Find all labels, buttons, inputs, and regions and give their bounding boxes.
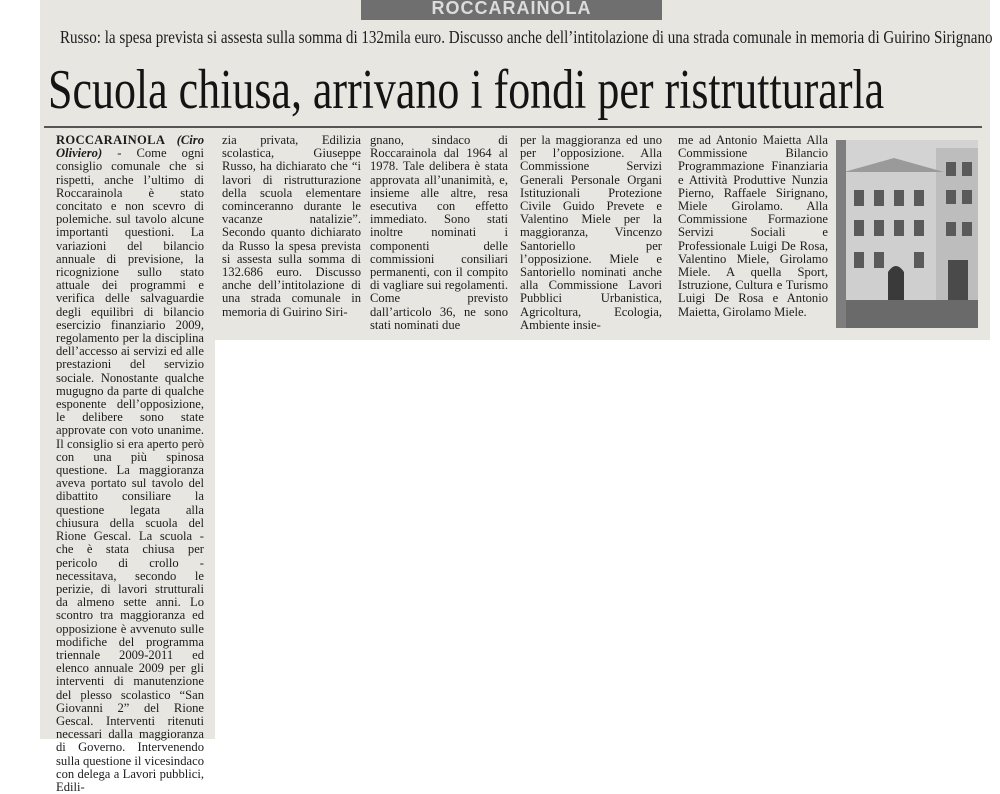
article-column-1 [56, 133, 204, 794]
column-4-text: per la maggioranza ed uno per l’opposizione. Alla Commissione Servizi Generali Personale Organi Istituzionali Protezione Civile Guido Prevete e Valentino Miele per la maggioranza, Vincenzo Santoriello per l’opposizione. Miele e Santoriello nominati anche alla Commissione Lavori Pubblici Urbanistica, Agricoltura, Ecologia, Ambiente insie- [520, 133, 662, 332]
article-subtitle: Russo: la spesa prevista si assesta sulla somma di 132mila euro. Discusso anche dell’intitolazione di una strada comunale in memoria di Guirino Sirignano [60, 27, 993, 47]
byline-location: ROCCARAINOLA [56, 133, 166, 147]
kicker-band [361, 0, 662, 20]
column-5-text: me ad Antonio Maietta Alla Commissione Bilancio Programmazione Finanziaria e Attività Produttive Nunzia Pierno, Raffaele Sirignano, Miele Girolamo. Alla Commissione Formazione Servizi Sociali e Professionale Luigi De Rosa, Valentino Miele, Girolamo Miele. A quella Sport, Istruzione, Cultura e Turismo Luigi De Rosa e Antonio Maietta, Girolamo Miele. [678, 133, 828, 319]
school-building-icon [836, 140, 978, 328]
article-headline: Scuola chiusa, arrivano i fondi per ristrutturarla [48, 59, 885, 121]
kicker-text: ROCCARAINOLA [431, 0, 592, 18]
article-column-3 [370, 134, 508, 334]
headline-divider [44, 126, 982, 128]
column-2-text: zia privata, Edilizia scolastica, Giuseppe Russo, ha dichiarato che “i lavori di ristrutturazione della scuola elementare cominceranno durante le vacanze natalizie”. Secondo quanto dichiarato da Russo la spesa prevista si assesta sulla somma di 132.686 euro. Discusso anche dell’intitolazione di una strada comunale in memoria di Guirino Siri- [222, 133, 361, 319]
article-column-4 [520, 134, 662, 334]
article-column-2 [222, 134, 361, 334]
column-1-text: - Come ogni consiglio comunale che si rispetti, anche l’ultimo di Roccarainola è stato concitato e non scevro di polemiche. sul tavolo alcune importanti questioni. La variazioni del bilancio annuale di previsione, la ricognizione sullo stato attuale dei programmi e verifica delle salvaguardie degli equilibri di bilancio esercizio finanziario 2009, regolamento per la disciplina dell’accesso ai servizi ed alle prestazioni del servizio sociale. Nonostante qualche mugugno da parte di qualche esponente dell’opposizione, le delibere sono state approvate con voto unanime. Il consiglio si era aperto però con una più spinosa questione. La maggioranza aveva portato sul tavolo del dibattito consiliare la questione legata alla chiusura della scuola del Rione Gescal. La scuola - che è stata chiusa per pericolo di crollo - necessitava, secondo le perizie, di lavori strutturali da almeno sette anni. Lo scontro tra maggioranza ed opposizione è avvenuto sulle modifiche del programma triennale 2009-2011 ed elenco annuale 2009 per gli interventi di manutenzione del plesso scolastico “San Giovanni 2” del Rione Gescal. Interventi ritenuti necessari dalla maggioranza di Governo. Intervenendo sulla questione il vicesindaco con delega a Lavori pubblici, Edili- [56, 146, 204, 794]
article-column-5 [678, 134, 828, 334]
column-3-text: gnano, sindaco di Roccarainola dal 1964 al 1978. Tale delibera è stata approvata all’unanimità, e, insieme alle altre, resa esecutiva con effetto immediato. Sono stati inoltre nominati i componenti delle commissioni consiliari permanenti, con il compito di vagliare sui regolamenti. Come previsto dall’articolo 36, ne sono stati nominati due [370, 133, 508, 332]
school-building-photo [836, 140, 978, 328]
byline-author: (Ciro Oliviero) [56, 133, 204, 161]
